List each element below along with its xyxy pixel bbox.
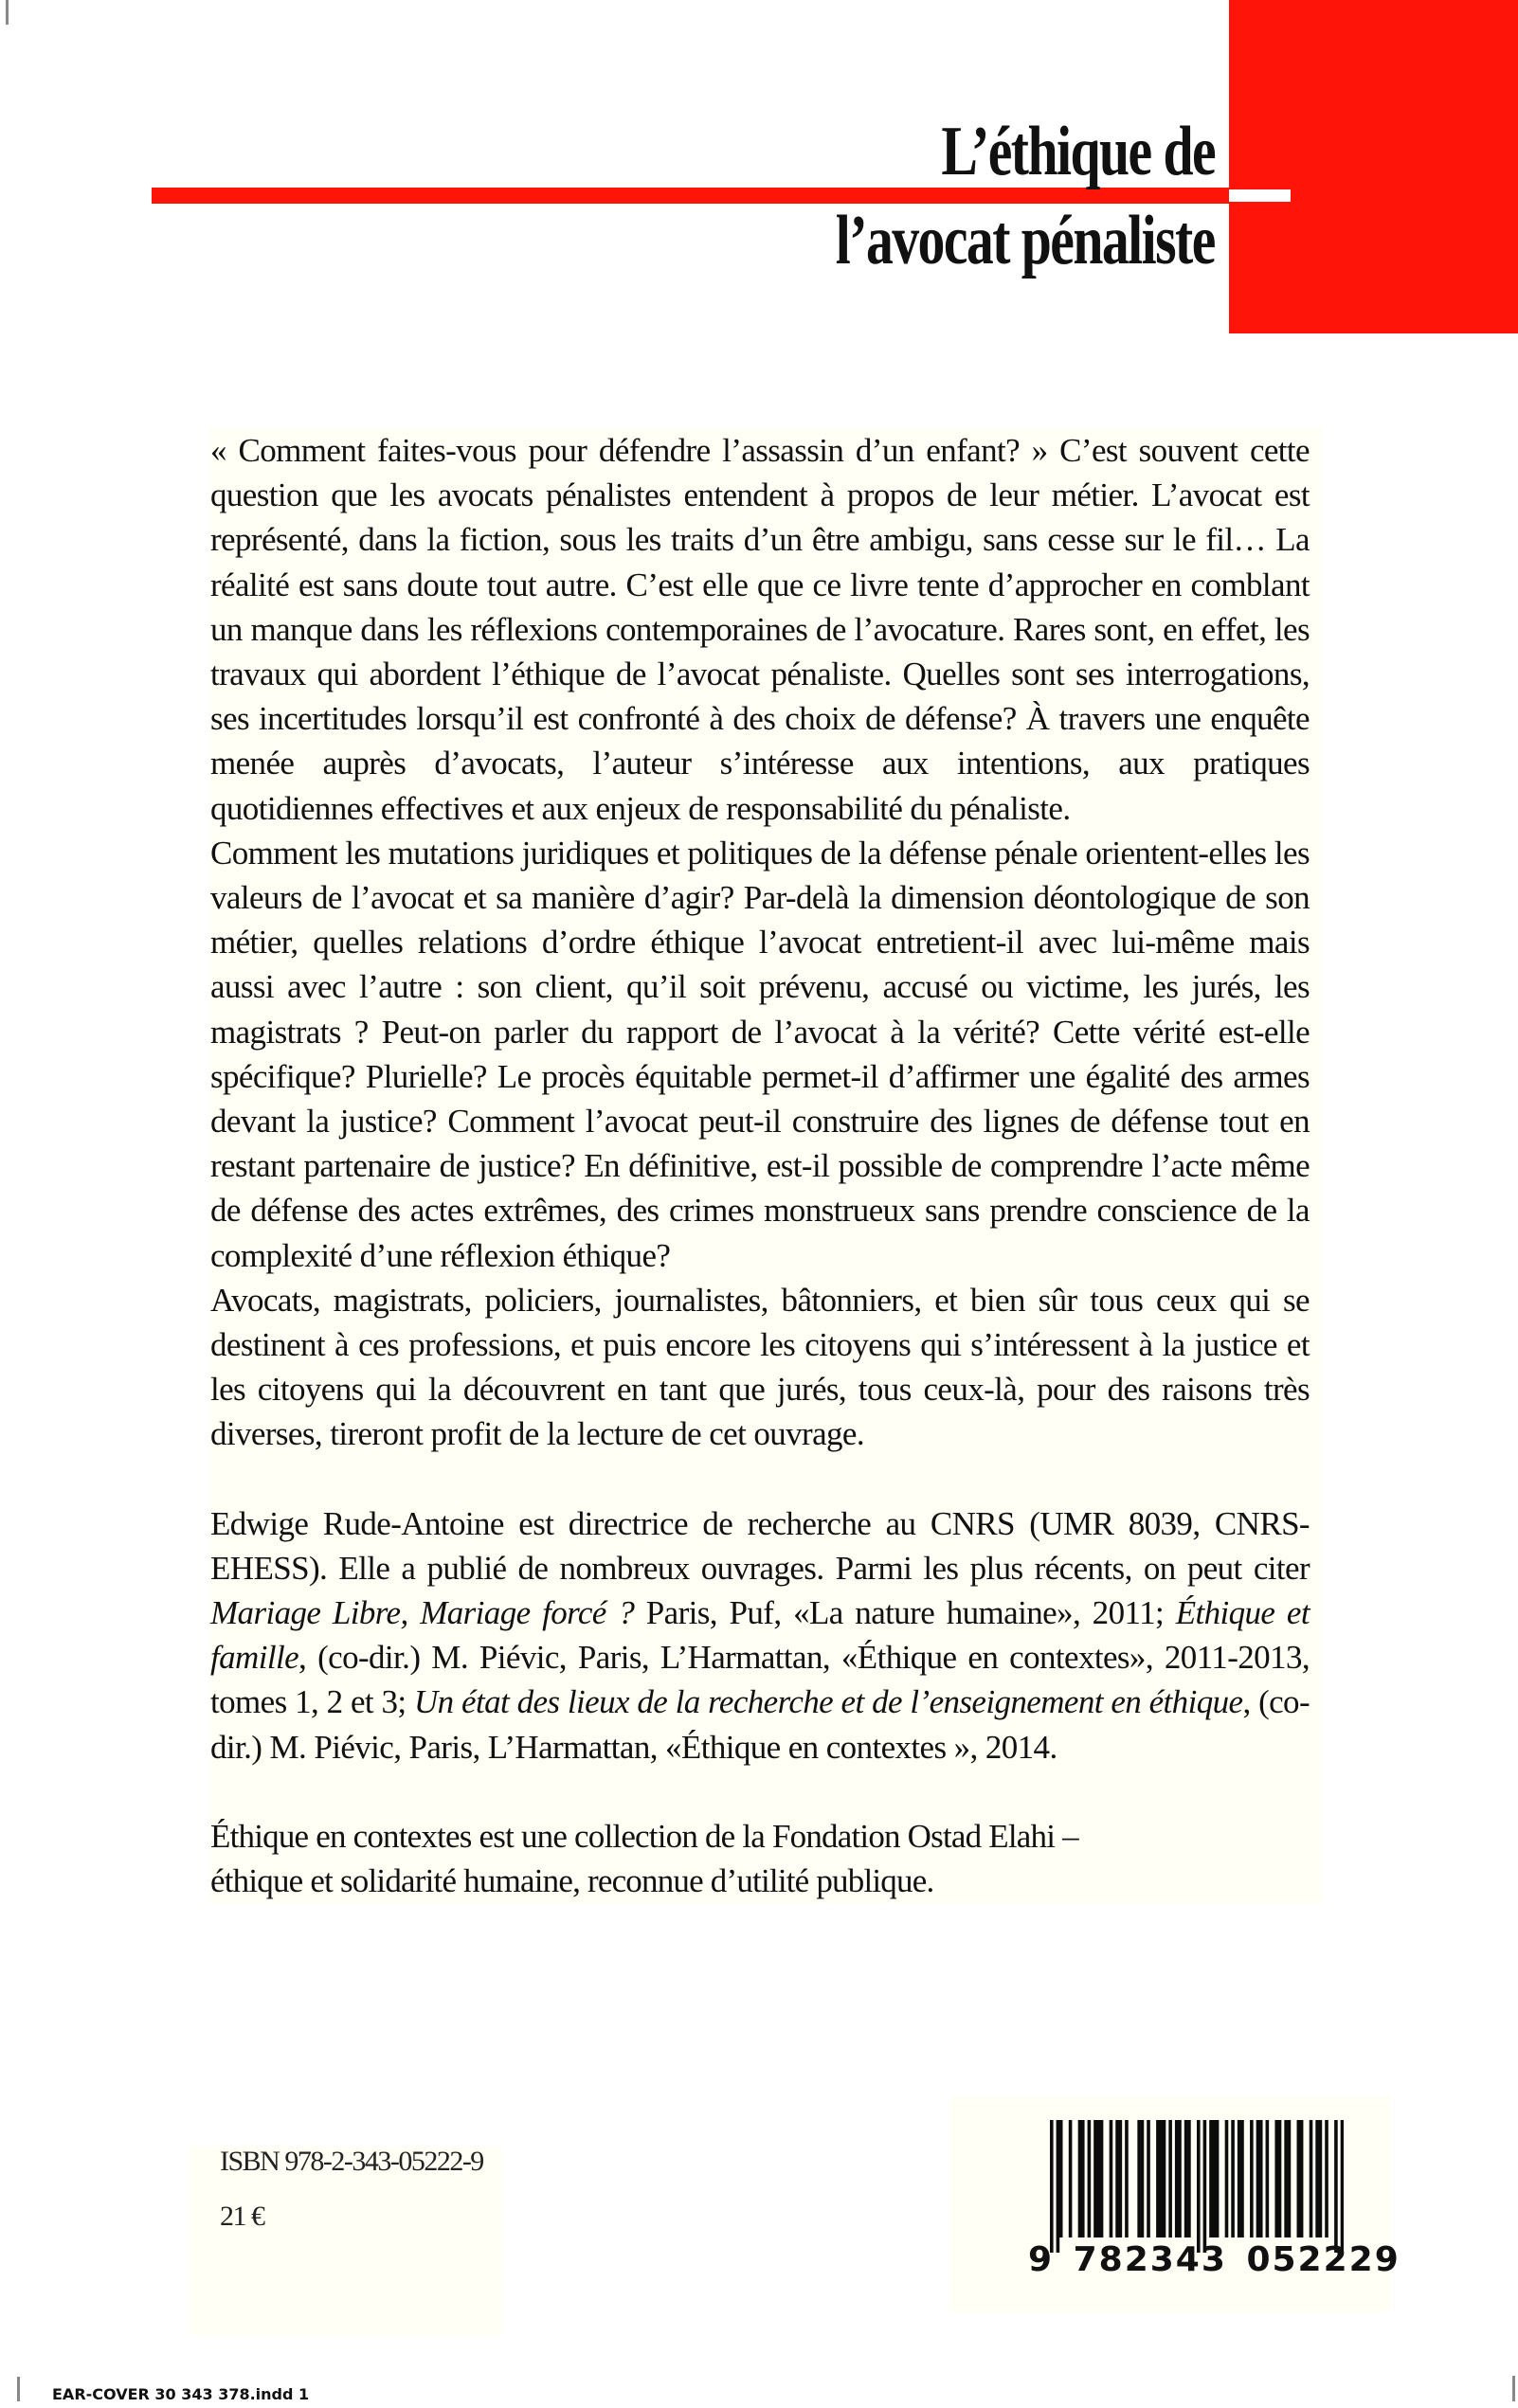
blurb-paragraph: Avocats, magistrats, policiers, journalistes, bâtonniers, et bien sûr tous ceux qui se destinent à ces professions, et puis encore les citoyens qui s’intéressent à la justice et les citoyens qui la découvrent en tant que jurés, tous ceux-là, pour des raisons très diverses, tireront profit de la lecture de cet ouvrage. <box>210 1281 1310 1453</box>
barcode-bar <box>1341 2120 1344 2253</box>
isbn-label: ISBN 978-2-343-05222-9 <box>220 2146 483 2177</box>
barcode-bar <box>1057 2120 1060 2253</box>
barcode-bar <box>1310 2120 1313 2237</box>
barcode-bar <box>1078 2120 1082 2237</box>
barcode-bar <box>1334 2120 1338 2253</box>
collection-note-line: Éthique en contextes est une collection de la Fondation Ostad Elahi – <box>210 1817 1078 1855</box>
barcode-digits <box>1028 2240 1401 2279</box>
bio-book-title: Mariage Libre, Mariage forcé ? <box>210 1594 635 1632</box>
barcode-bar <box>1163 2120 1166 2237</box>
barcode-bar <box>1212 2120 1216 2237</box>
barcode-group-2: 052229 <box>1246 2240 1401 2279</box>
bio-book-title: Éthique et famille <box>210 1594 1310 1677</box>
barcode-bar <box>1069 2120 1073 2237</box>
barcode-bar <box>1315 2120 1319 2237</box>
barcode-bar <box>1216 2120 1220 2237</box>
back-cover-blurb <box>210 428 1310 1457</box>
bio-text: Edwige Rude-Antoine est directrice de recherche au CNRS (UMR 8039, CNRS-EHESS). Elle a publié de nombreux ouvrages. Parmi les plus récents, on peut citer <box>210 1504 1310 1587</box>
barcode-bar <box>1100 2120 1104 2237</box>
barcode-bar <box>1231 2120 1235 2237</box>
crop-mark-top-left <box>6 0 9 25</box>
barcode-panel-background <box>950 2096 1401 2312</box>
barcode-bar <box>1096 2120 1100 2237</box>
barcode-bar <box>1225 2120 1229 2237</box>
price-label: 21 € <box>220 2201 264 2232</box>
barcode-bar <box>1050 2120 1054 2253</box>
barcode-bar <box>1238 2120 1241 2237</box>
barcode-bar <box>1284 2120 1288 2237</box>
barcode-bar <box>1125 2120 1129 2237</box>
barcode-bar <box>1187 2120 1191 2237</box>
collection-note <box>210 1814 1310 1903</box>
barcode-bar <box>1203 2120 1207 2253</box>
blurb-paragraph: « Comment faites-vous pour défendre l’assassin d’un enfant? » C’est souvent cette question que les avocats pénalistes entendent à propos de leur métier. L’avocat est représenté, dans la fiction, sous les traits d’un être ambigu, sans cesse sur le fil… La réalité est sans doute tout autre. C’est elle que ce livre tente d’approcher en comblant un manque dans les réflexions contemporaines de l’avocature. Rares sont, en effet, les travaux qui abordent l’éthique de l’avocat pénaliste. Quelles sont ses interrogations, ses incertitudes lorsqu’il est confronté à des choix de défense? À travers une enquête menée auprès d’avocats, l’auteur s’intéresse aux intentions, aux pratiques quotidiennes effectives et aux enjeux de responsabilité du pénaliste. <box>210 432 1310 827</box>
barcode-bar <box>1115 2120 1119 2237</box>
barcode-bar <box>1274 2120 1278 2237</box>
crop-mark-bottom-right <box>1512 2376 1515 2401</box>
barcode-bar <box>1088 2120 1092 2237</box>
white-rule-notch <box>1229 189 1291 202</box>
book-title-line2: l’avocat pénaliste <box>836 202 1215 279</box>
barcode-bar <box>1319 2120 1323 2237</box>
barcode-bar <box>1209 2120 1213 2237</box>
author-bio <box>210 1501 1310 1770</box>
barcode-bar <box>1297 2120 1301 2237</box>
print-slug: EAR-COVER 30 343 378.indd 1 <box>52 2385 310 2403</box>
barcode-bar <box>1093 2120 1097 2237</box>
barcode-bar <box>1240 2120 1244 2237</box>
barcode-bar <box>1156 2120 1160 2237</box>
barcode-bar <box>1256 2120 1260 2237</box>
barcode-bar <box>1119 2120 1123 2237</box>
bottom-info-row <box>0 2096 1518 2343</box>
barcode-bar <box>1137 2120 1141 2237</box>
barcode-bar <box>1325 2120 1328 2237</box>
collection-note-line: éthique et solidarité humaine, reconnue d’utilité publique. <box>210 1862 934 1900</box>
barcode-bar <box>1059 2120 1063 2237</box>
barcode-bar <box>1250 2120 1254 2237</box>
barcode-bar <box>1159 2120 1163 2237</box>
text-panel-background <box>210 428 1321 1903</box>
barcode-bar <box>1266 2120 1270 2237</box>
barcode-bar <box>1288 2120 1292 2237</box>
bio-text: Paris, Puf, «La nature humaine», 2011; <box>634 1594 1176 1632</box>
back-cover-text-flow <box>210 428 1310 1903</box>
barcode-group-1: 782343 <box>1073 2240 1227 2279</box>
barcode-bar <box>1259 2120 1263 2237</box>
red-accent-block <box>1229 0 1518 333</box>
barcode-first-digit: 9 <box>1028 2240 1055 2279</box>
book-title-line1: L’éthique de <box>941 113 1215 190</box>
barcode-bar <box>1175 2120 1179 2237</box>
barcode-bar <box>1147 2120 1150 2237</box>
barcode-bar <box>1168 2120 1172 2237</box>
isbn-panel-background <box>190 2146 502 2335</box>
bio-text: , (co-dir.) M. Piévic, Paris, L’Harmattan, «Éthique en contextes », 2014. <box>210 1683 1310 1766</box>
blurb-paragraph: Comment les mutations juridiques et politiques de la défense pénale orientent-elles les valeurs de l’avocat et sa manière d’agir? Par-delà la dimension déontologique de son métier, quelles relations d’ordre éthique l’avocat entretient-il avec lui-même mais aussi avec l’autre : son client, qu’il soit prévenu, accusé ou victime, les jurés, les magistrats ? Peut-on parler du rapport de l’avocat à la vérité? Cette vérité est-elle spécifique? Plurielle? Le procès équitable permet-il d’affirmer une égalité des armes devant la justice? Comment l’avocat peut-il construire des lignes de défense tout en restant partenaire de justice? En définitive, est-il possible de comprendre l’acte même de défense des actes extrêmes, des crimes monstrueux sans prendre conscience de la complexité d’une réflexion éthique? <box>210 834 1310 1274</box>
barcode-bar <box>1081 2120 1085 2237</box>
barcode-bar <box>1184 2120 1188 2237</box>
barcode-bar <box>1197 2120 1201 2253</box>
bio-text: , (co-dir.) M. Piévic, Paris, L’Harmattan, «Éthique en contextes», 2011-2013, tomes 1, 2 et 3; <box>210 1639 1310 1721</box>
barcode-bar <box>1178 2120 1182 2237</box>
bio-book-title: Un état des lieux de la recherche et de l’enseignement en éthique <box>413 1683 1243 1721</box>
barcode-bar <box>1278 2120 1282 2237</box>
barcode-bar <box>1300 2120 1304 2237</box>
crop-mark-bottom-left <box>17 2377 20 2401</box>
barcode-bar <box>1141 2120 1145 2237</box>
barcode-bar <box>1110 2120 1113 2237</box>
